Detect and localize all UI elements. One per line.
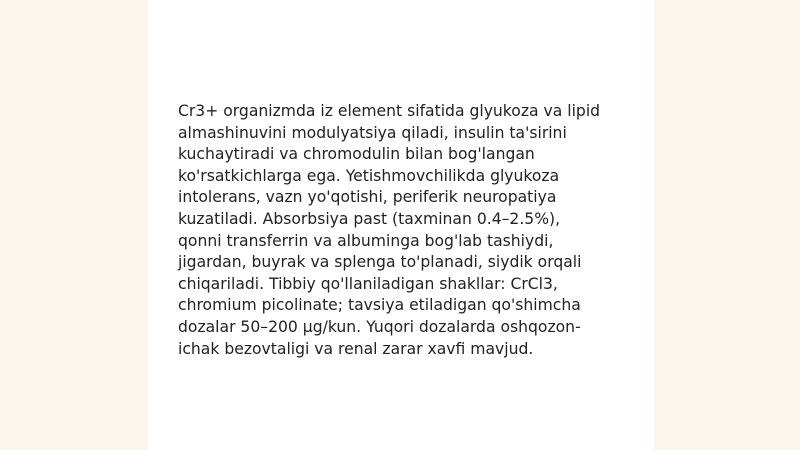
- paragraph-line: ichak bezovtaligi va renal zarar xavfi mavjud.: [178, 339, 534, 358]
- paragraph-line: almashinuvini modulyatsiya qiladi, insulin ta'sirini: [178, 123, 567, 142]
- paragraph-line: jigardan, buyrak va splenga to'planadi, siydik orqali: [178, 253, 582, 272]
- paragraph-line: qonni transferrin va albuminga bog'lab tashiydi,: [178, 231, 554, 250]
- paragraph-line: kuzatiladi. Absorbsiya past (taxminan 0.4–2.5%),: [178, 209, 561, 228]
- paragraph-line: Cr3+ organizmda iz element sifatida glyukoza va lipid: [178, 102, 601, 120]
- paragraph-line: kuchaytiradi va chromodulin bilan bog'langan: [178, 145, 535, 164]
- paragraph-line: ko'rsatkichlarga ega. Yetishmovchilikda glyukoza: [178, 166, 560, 185]
- paragraph-line: dozalar 50–200 µg/kun. Yuqori dozalarda oshqozon-: [178, 317, 581, 336]
- paragraph-line: chiqariladi. Tibbiy qo'llaniladigan shakllar: CrCl3,: [178, 274, 558, 293]
- paragraph-line: intolerans, vazn yo'qotishi, periferik neuropatiya: [178, 188, 557, 207]
- document-page: [148, 0, 654, 450]
- paragraph-line: chromium picolinate; tavsiya etiladigan qo'shimcha: [178, 296, 581, 315]
- body-paragraph: [178, 101, 648, 360]
